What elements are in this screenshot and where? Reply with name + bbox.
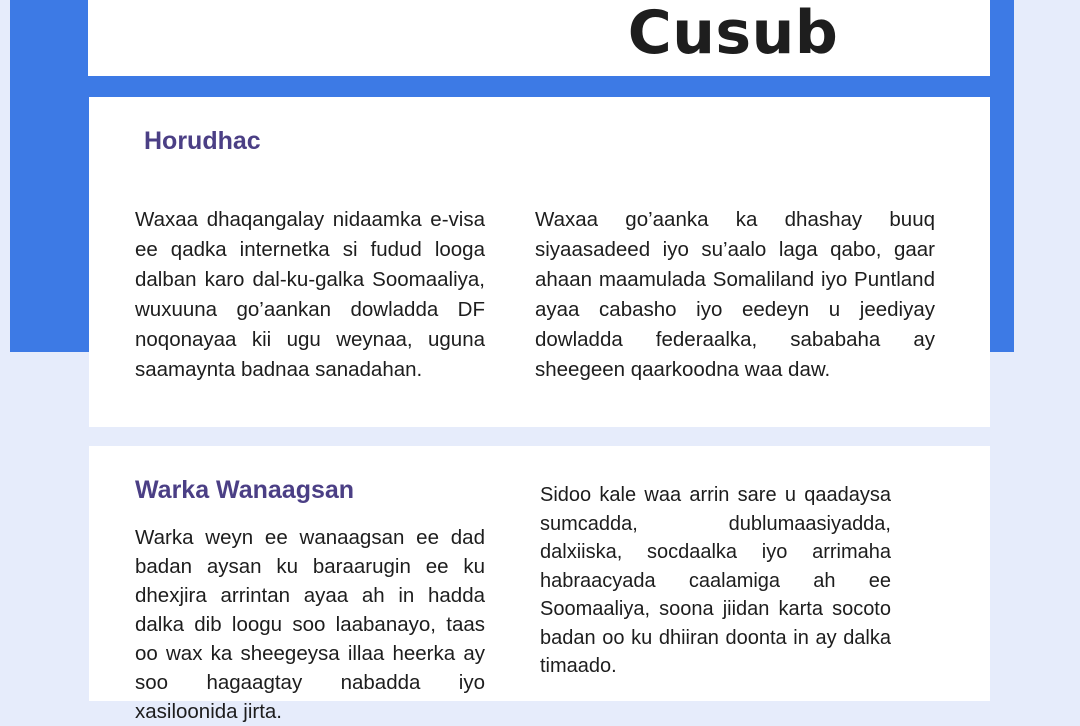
intro-right-paragraph: Waxaa go’aanka ka dhashay buuq siyaasadeed iyo su’aalo laga qabo, gaar ahaan maamulada Somaliland iyo Puntland ayaa cabasho iyo eedeyn u jeediyay dowladda federaalka, sababaha ay sheegeen qaarkoodna waa daw. [535,208,935,381]
good-news-right-paragraph: Sidoo kale waa arrin sare u qaadaysa sumcadda, dublumaasiyadda, dalxiiska, socdaalka iyo arrimaha habraacyada caalamiga ah ee Soomaaliya, soona jiidan karta socoto badan oo ku dhiiran doonta in ay dalka timaado. [540,484,891,677]
intro-left-paragraph: Waxaa dhaqangalay nidaamka e-visa ee qadka internetka si fudud looga dalban karo dal-ku-galka Soomaaliya, wuxuuna go’aankan dowladda DF noqonayaa kii ugu weynaa, uguna saamaynta badnaa sanadahan. [135,208,485,381]
intro-heading: Horudhac [144,127,261,155]
title-card [88,0,990,76]
good-news-left-paragraph: Warka weyn ee wanaagsan ee dad badan aysan ku baraarugin ee ku dhexjira arrintan ayaa ah in hadda dalka dib loogu soo laabanayo, taas oo wax ka sheegeysa illaa heerka ay soo hagaagtay nabadda iyo xasiloonida jirta. [135,526,485,723]
page-title: Cusub [627,0,839,68]
good-news-heading: Warka Wanaagsan [135,476,355,504]
good-news-card [89,446,990,723]
intro-card [89,97,990,427]
